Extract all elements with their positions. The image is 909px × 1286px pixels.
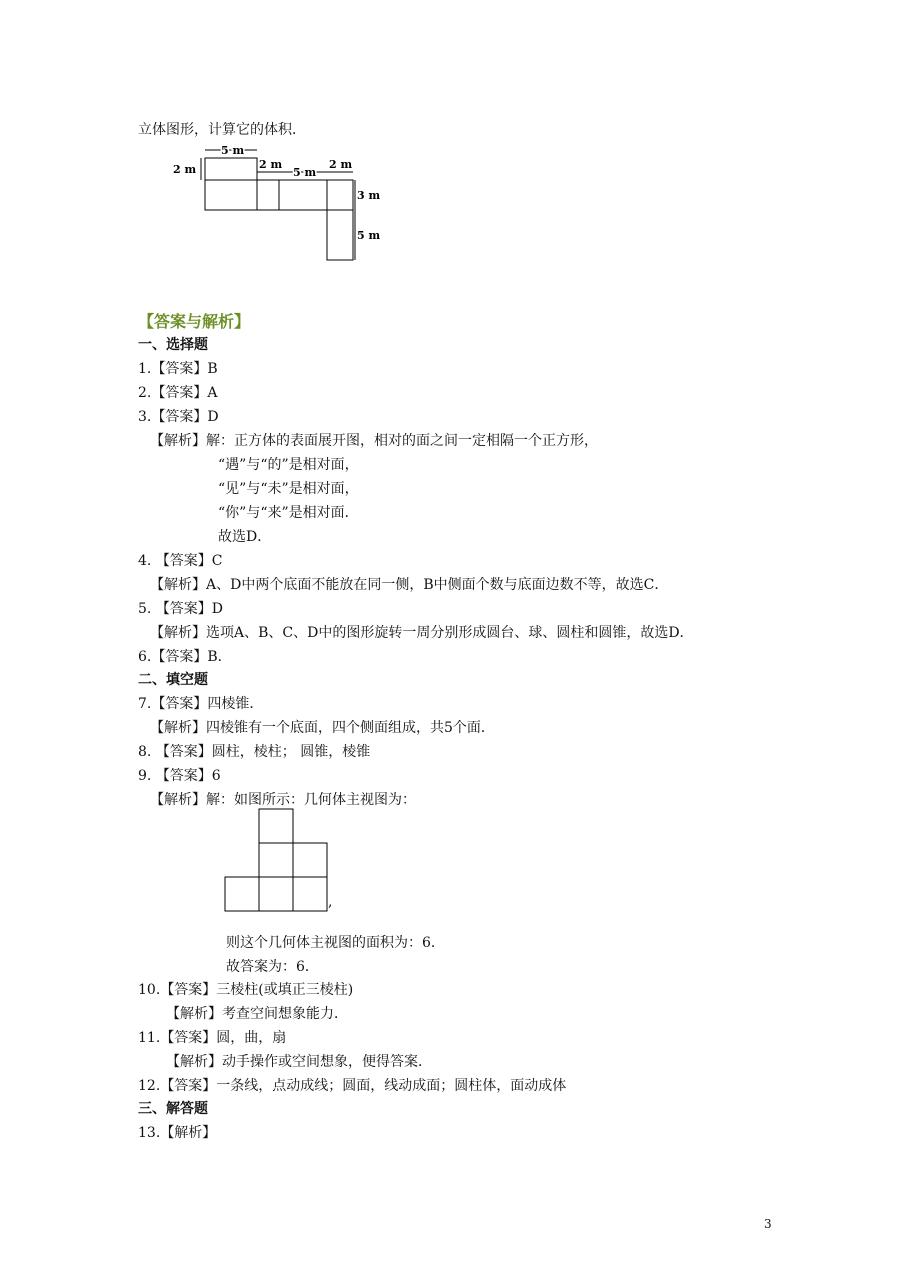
analysis-q3-line1: “遇”与“的”是相对面， [218, 457, 359, 473]
analysis-q5: 【解析】选项A、B、C、D中的图形旋转一周分别形成圆台、球、圆柱和圆锥，故选D． [150, 625, 694, 641]
answer-q11: 11.【答案】圆，曲，扇 [138, 1030, 287, 1046]
analysis-q3-line3: “你”与“来”是相对面． [218, 505, 359, 521]
answer-q3: 3.【答案】D [138, 409, 219, 425]
analysis-q11: 【解析】动手操作或空间想象，便得答案． [166, 1054, 432, 1070]
answer-q13: 13.【解析】 [138, 1125, 217, 1141]
square-bottom-1 [225, 877, 259, 911]
analysis-q10: 【解析】考查空间想象能力． [166, 1006, 348, 1022]
analysis-q9-line2: 故答案为：6． [226, 959, 319, 975]
section-choice: 一、选择题 [138, 337, 208, 353]
answer-q7: 7.【答案】四棱锥． [138, 696, 264, 712]
net-label-5m-bottom: 5 m [357, 229, 381, 242]
square-bottom-2 [259, 877, 293, 911]
analysis-q3-line2: “见”与“未”是相对面， [218, 481, 359, 497]
net-label-5m-mid: 5 m [293, 166, 317, 179]
answers-heading: 【答案与解析】 [138, 312, 251, 331]
net-label-2m-right: 2 m [329, 158, 353, 171]
answer-q1: 1.【答案】B [138, 361, 218, 377]
answer-q5: 5. 【答案】D [138, 601, 224, 617]
intro-line: 立体图形，计算它的体积． [138, 122, 306, 138]
front-view-figure [224, 808, 334, 912]
answer-q12: 12.【答案】一条线，点动成线；圆面，线动成面；圆柱体，面动成体 [138, 1078, 567, 1094]
net-face-2 [205, 180, 257, 210]
net-label-5m-top: 5 m [221, 144, 245, 157]
section-fill: 二、填空题 [138, 672, 208, 688]
net-label-2m-left: 2 m [173, 163, 197, 176]
answer-q10: 10.【答案】三棱柱(或填正三棱柱) [138, 982, 354, 998]
analysis-q9-line1: 则这个几何体主视图的面积为：6． [226, 935, 445, 951]
square-bottom-3 [293, 877, 327, 911]
net-label-3m: 3 m [357, 189, 381, 202]
analysis-q3: 【解析】解：正方体的表面展开图，相对的面之间一定相隔一个正方形， [150, 433, 598, 449]
answer-q9: 9. 【答案】6 [138, 768, 221, 784]
answer-q8: 8. 【答案】圆柱，棱柱； 圆锥，棱锥 [138, 744, 371, 760]
net-face-4 [279, 180, 327, 210]
answer-q4: 4. 【答案】C [138, 553, 223, 569]
figure-comma: , [328, 894, 333, 910]
net-figure [165, 140, 425, 265]
net-face-1 [205, 158, 257, 180]
net-face-6 [327, 210, 353, 260]
analysis-q3-line4: 故选D． [218, 529, 272, 545]
analysis-q9: 【解析】解：如图所示：几何体主视图为： [150, 792, 416, 808]
section-solve: 三、解答题 [138, 1101, 208, 1117]
analysis-q7: 【解析】四棱锥有一个底面，四个侧面组成，共5个面． [150, 720, 495, 736]
square-mid-1 [259, 843, 293, 877]
net-face-5 [327, 180, 353, 210]
square-mid-2 [293, 843, 327, 877]
net-label-2m-mid: 2 m [259, 158, 283, 171]
page-number: 3 [764, 1217, 772, 1231]
analysis-q4: 【解析】A、D中两个底面不能放在同一侧，B中侧面个数与底面边数不等，故选C． [150, 577, 669, 593]
net-face-3 [257, 180, 279, 210]
answer-q2: 2.【答案】A [138, 385, 218, 401]
square-top [259, 809, 293, 843]
answer-q6: 6.【答案】B． [138, 649, 232, 665]
